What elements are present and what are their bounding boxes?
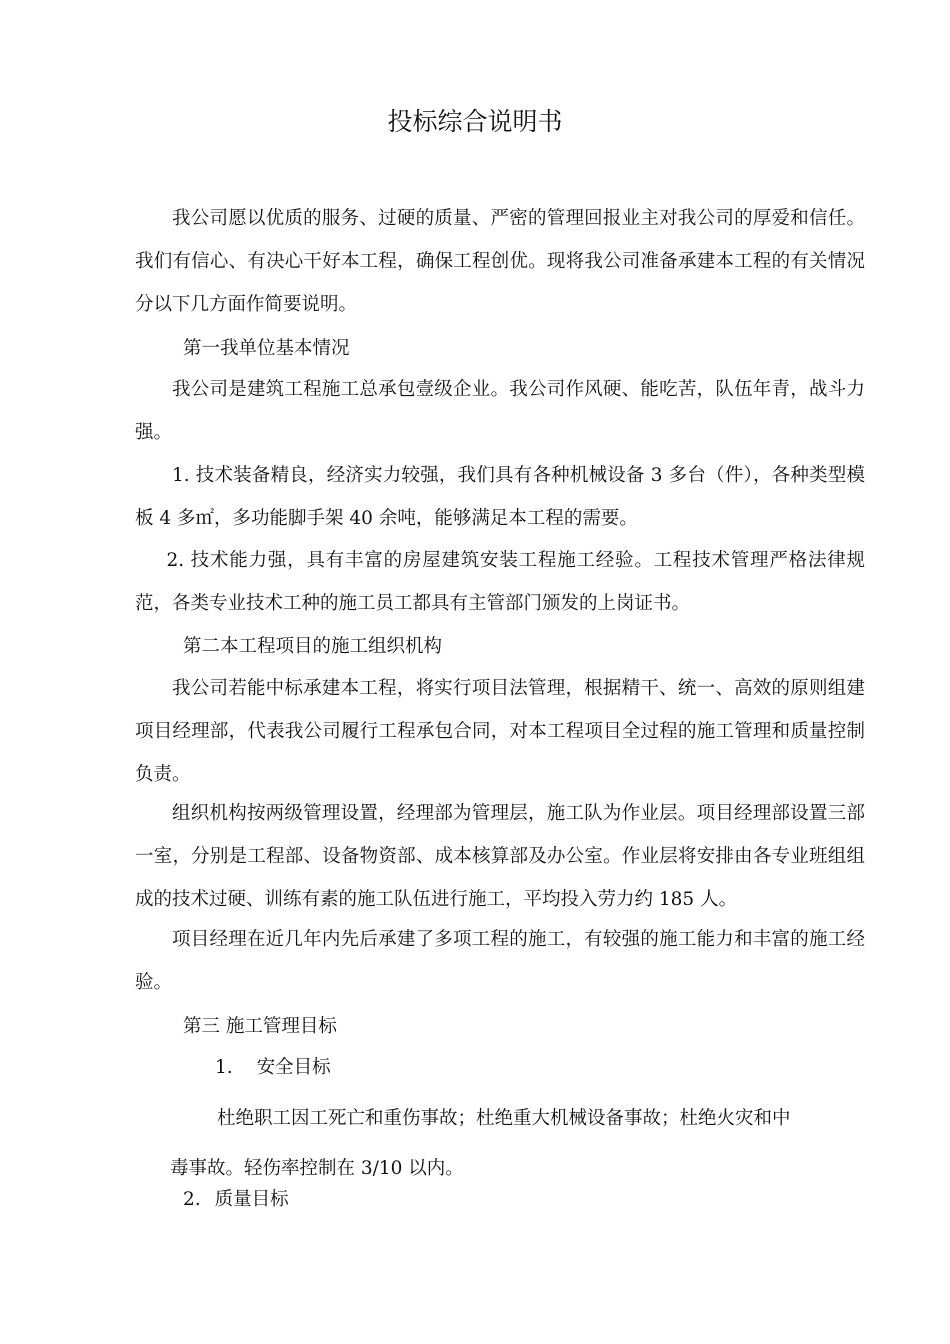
safety-goal-label: 安全目标 [256, 1057, 331, 1078]
safety-goal-text-line-1: 杜绝职工因工死亡和重伤事故；杜绝重大机械设备事故；杜绝火灾和中 [217, 1108, 791, 1129]
section1-paragraph-3: 2. 技术能力强，具有丰富的房屋建筑安装工程施工经验。工程技术管理严格法律规范，各类专业技术工种的施工员工都具有主管部门颁发的上岗证书。 [135, 550, 865, 614]
quality-goal-number: 2. [183, 1189, 201, 1210]
quality-goal-label: 质量目标 [214, 1189, 289, 1210]
section3-heading: 第三 施工管理目标 [183, 1016, 337, 1037]
section2-heading: 第二本工程项目的施工组织机构 [183, 636, 443, 657]
intro-paragraph: 我公司愿以优质的服务、过硬的质量、严密的管理回报业主对我公司的厚爱和信任。我们有信心、有决心干好本工程，确保工程创优。现将我公司准备承建本工程的有关情况分以下几方面作简要说明。 [135, 208, 865, 315]
section2-paragraph-2: 组织机构按两级管理设置，经理部为管理层，施工队为作业层。项目经理部设置三部一室，分别是工程部、设备物资部、成本核算部及办公室。作业层将安排由各专业班组组成的技术过硬、训练有素的施工队伍进行施工，平均投入劳力约 185 人。 [135, 803, 865, 910]
quality-goal-heading [183, 1185, 289, 1215]
section1-heading: 第一我单位基本情况 [183, 338, 350, 359]
section1-paragraph-2: 1. 技术装备精良，经济实力较强，我们具有各种机械设备 3 多台（件），各种类型模板 4 多㎡，多功能脚手架 40 余吨，能够满足本工程的需要。 [135, 465, 865, 529]
section1-paragraph-1: 我公司是建筑工程施工总承包壹级企业。我公司作风硬、能吃苦，队伍年青，战斗力强。 [135, 379, 865, 443]
safety-goal-heading [215, 1053, 331, 1083]
safety-goal-number: 1. [215, 1057, 233, 1078]
section2-paragraph-1: 我公司若能中标承建本工程，将实行项目法管理，根据精干、统一、高效的原则组建项目经理部，代表我公司履行工程承包合同，对本工程项目全过程的施工管理和质量控制负责。 [135, 678, 865, 785]
safety-goal-text-line-2: 毒事故。轻伤率控制在 3/10 以内。 [170, 1158, 464, 1179]
document-title: 投标综合说明书 [387, 107, 563, 136]
section2-paragraph-3: 项目经理在近几年内先后承建了多项工程的施工，有较强的施工能力和丰富的施工经验。 [135, 929, 865, 993]
